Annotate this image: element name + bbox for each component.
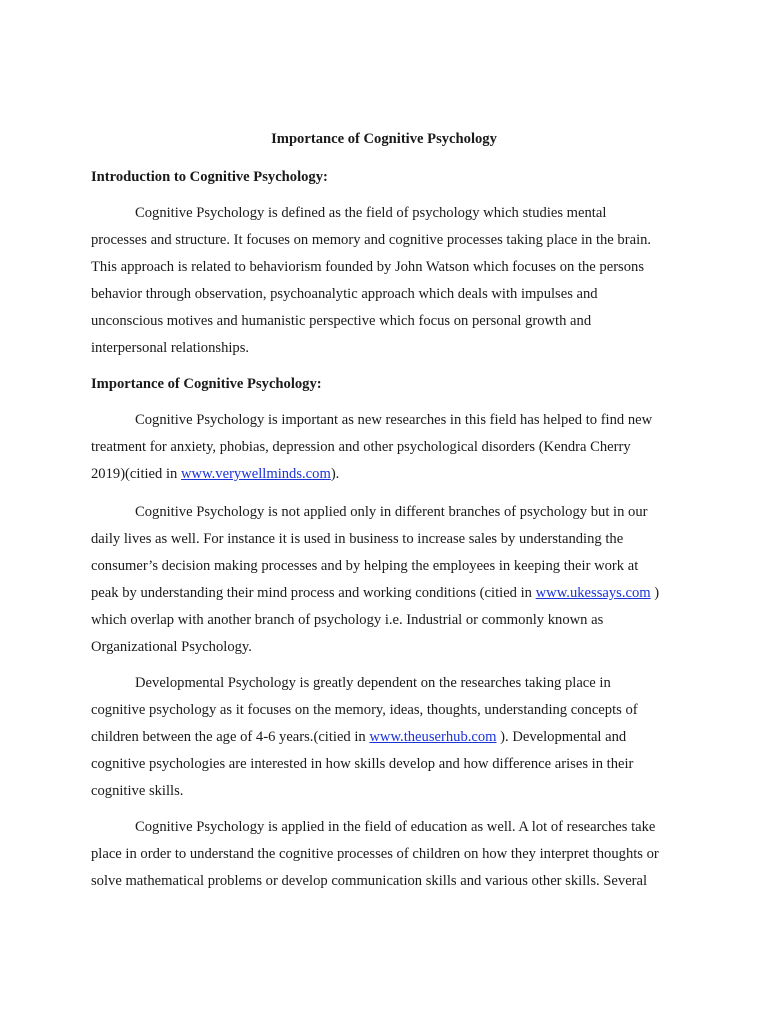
paragraph-line: Cognitive Psychology is applied in the field of education as well. A lot of researches take <box>135 819 656 835</box>
paragraph-line: Cognitive Psychology is important as new researches in this field has helped to find new <box>135 412 653 428</box>
paragraph-education <box>91 814 681 895</box>
paragraph-developmental <box>91 670 681 805</box>
heading-introduction: Introduction to Cognitive Psychology: <box>91 169 328 185</box>
paragraph-line: Developmental Psychology is greatly dependent on the researches taking place in <box>135 675 611 691</box>
document-title: Importance of Cognitive Psychology <box>271 131 497 147</box>
paragraph-business <box>91 499 681 660</box>
link-verywellminds[interactable]: www.verywellminds.com <box>180 465 331 482</box>
text-fragment: ). <box>330 465 340 482</box>
paragraph-line <box>91 461 681 488</box>
paragraph-line: cognitive psychology as it focuses on the memory, ideas, thoughts, understanding concepts of <box>91 701 638 718</box>
paragraph-importance <box>91 407 681 488</box>
text-fragment: ). Developmental and <box>496 728 627 745</box>
text-fragment: ) <box>650 584 660 601</box>
paragraph-line: Organizational Psychology. <box>91 638 252 655</box>
paragraph-line: cognitive skills. <box>91 782 184 799</box>
paragraph-line <box>91 724 681 751</box>
paragraph-line: which overlap with another branch of psychology i.e. Industrial or commonly known as <box>91 611 604 628</box>
text-fragment: 2019)(citied in <box>91 465 181 482</box>
text-fragment: children between the age of 4-6 years.(citied in <box>91 728 370 745</box>
link-theuserhub[interactable]: www.theuserhub.com <box>369 728 497 745</box>
paragraph-line: processes and structure. It focuses on memory and cognitive processes taking place in the brain. <box>91 231 652 248</box>
heading-importance: Importance of Cognitive Psychology: <box>91 376 322 392</box>
paragraph-line: Cognitive Psychology is not applied only in different branches of psychology but in our <box>135 504 648 520</box>
paragraph-line: daily lives as well. For instance it is used in business to increase sales by understanding the <box>91 530 624 547</box>
paragraph-line <box>91 580 681 607</box>
paragraph-line: behavior through observation, psychoanalytic approach which deals with impulses and <box>91 285 598 302</box>
paragraph-line: treatment for anxiety, phobias, depression and other psychological disorders (Kendra Cherry <box>91 438 631 455</box>
paragraph-line: Cognitive Psychology is defined as the field of psychology which studies mental <box>135 205 607 221</box>
paragraph-line: consumer’s decision making processes and by helping the employees in keeping their work at <box>91 557 639 574</box>
text-fragment: peak by understanding their mind process and working conditions (citied in <box>91 584 536 601</box>
paragraph-line: unconscious motives and humanistic perspective which focus on personal growth and <box>91 312 592 329</box>
link-ukessays[interactable]: www.ukessays.com <box>535 584 651 601</box>
paragraph-definition <box>91 200 681 361</box>
paragraph-line: solve mathematical problems or develop communication skills and various other skills. Several <box>91 872 648 889</box>
paragraph-line: place in order to understand the cognitive processes of children on how they interpret thoughts or <box>91 845 659 862</box>
paragraph-line: interpersonal relationships. <box>91 339 250 356</box>
paragraph-line: This approach is related to behaviorism founded by John Watson which focuses on the persons <box>91 258 645 275</box>
paragraph-line: cognitive psychologies are interested in how skills develop and how difference arises in their <box>91 755 634 772</box>
